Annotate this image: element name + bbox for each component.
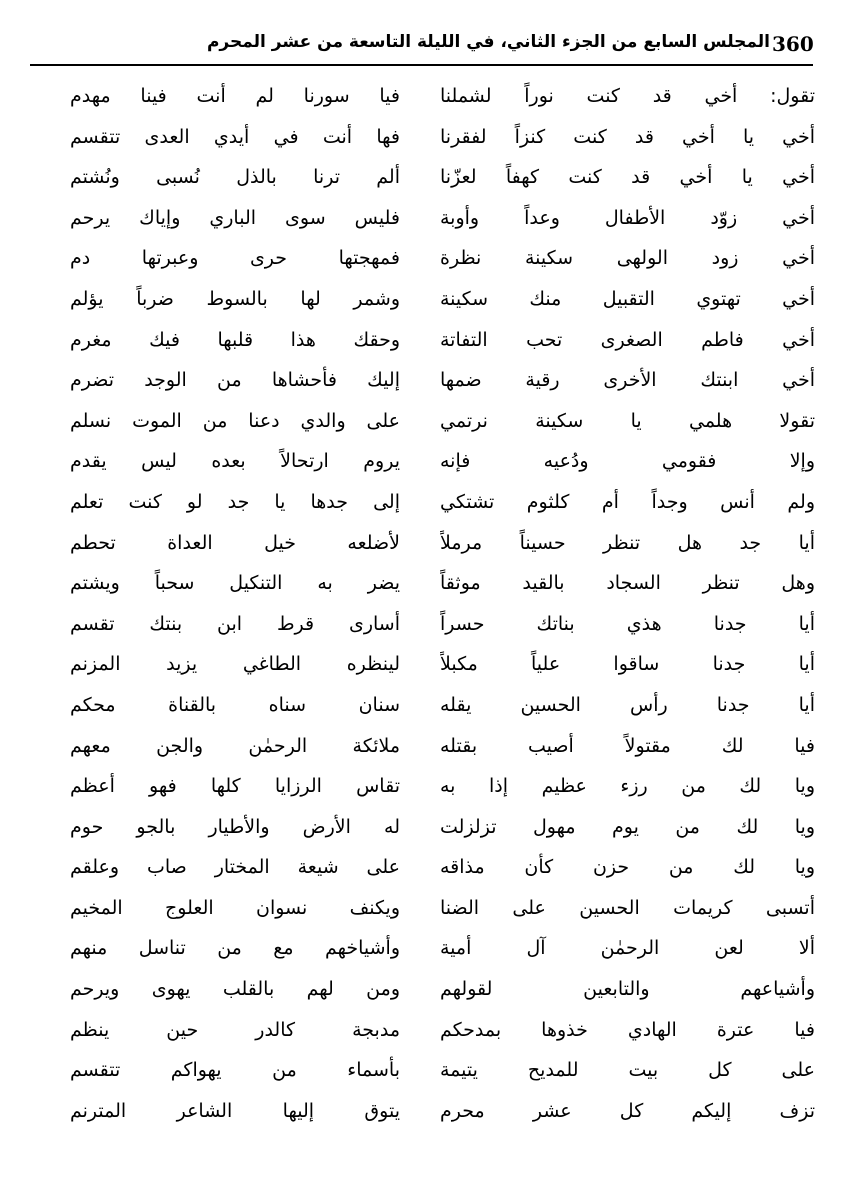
verse-second-hemistich: سنان سناه بالقناة محكم — [70, 693, 400, 716]
verse-first-hemistich: وأشياعهم والتابعين لقولهم — [440, 978, 815, 1001]
verse-first-hemistich: أخي زود الولهى سكينة نظرة — [440, 247, 815, 270]
verse-second-hemistich: ويكنف نسوان العلوج المخيم — [70, 896, 400, 919]
verse-first-hemistich: وهل تنظر السجاد بالقيد موثقاً — [440, 572, 815, 595]
verse-second-hemistich: أسارى قرط ابن بنتك تقسم — [70, 612, 400, 635]
verse-second-hemistich: ملائكة الرحمٰن والجن معهم — [70, 734, 400, 757]
verse-first-hemistich: أتسبى كريمات الحسين على الضنا — [440, 896, 815, 919]
verse-second-hemistich: تقاس الرزايا كلها فهو أعظم — [70, 775, 400, 798]
verse-second-hemistich: ألم ترنا بالذل نُسبى ونُشتم — [70, 166, 400, 189]
verse-second-hemistich: يتوق إليها الشاعر المترنم — [70, 1099, 400, 1122]
first-hemistich-column — [440, 76, 815, 1131]
verse-second-hemistich: يروم ارتحالاً بعده ليس يقدم — [70, 450, 400, 473]
verse-first-hemistich: أخي زوّد الأطفال وعداً وأوبة — [440, 206, 815, 229]
verse-second-hemistich: فليس سوى الباري وإياك يرحم — [70, 206, 400, 229]
second-hemistich-column — [70, 76, 400, 1131]
verse-first-hemistich: أيا جدنا هذي بناتك حسراً — [440, 612, 815, 635]
verse-second-hemistich: له الأرض والأطيار بالجو حوم — [70, 815, 400, 838]
verse-second-hemistich: فمهجتها حرى وعبرتها دم — [70, 247, 400, 270]
verse-first-hemistich: أيا جدنا ساقوا علياً مكبلاً — [440, 653, 815, 676]
verse-first-hemistich: ويا لك من حزن كأن مذاقه — [440, 856, 815, 879]
verse-first-hemistich: أخي تهتوي التقبيل منك سكينة — [440, 287, 815, 310]
verse-first-hemistich: أخي يا أخي قد كنت كنزاً لفقرنا — [440, 125, 815, 148]
verse-first-hemistich: أخي فاطم الصغرى تحب التفاتة — [440, 328, 815, 351]
verse-second-hemistich: على والدي دعنا من الموت نسلم — [70, 409, 400, 432]
verse-first-hemistich: ألا لعن الرحمٰن آل أمية — [440, 937, 815, 960]
verse-first-hemistich: تقولا هلمي يا سكينة نرتمي — [440, 409, 815, 432]
verse-first-hemistich: أيا جدنا رأس الحسين يقله — [440, 693, 815, 716]
verse-second-hemistich: وأشياخهم مع من تناسل منهم — [70, 937, 400, 960]
verse-first-hemistich: فيا عترة الهادي خذوها بمدحكم — [440, 1018, 815, 1041]
verse-second-hemistich: مدبجة كالدر حين ينظم — [70, 1018, 400, 1041]
running-title: المجلس السابع من الجزء الثاني، في الليلة التاسعة من عشر المحرم — [206, 32, 770, 52]
verse-first-hemistich: تقول: أخي قد كنت نوراً لشملنا — [440, 85, 815, 107]
page-number: 360 — [772, 32, 814, 56]
verse-second-hemistich: يضر به التنكيل سحباً ويشتم — [70, 572, 400, 595]
verse-first-hemistich: تزف إليكم كل عشر محرم — [440, 1099, 815, 1122]
header-rule — [30, 64, 813, 66]
verse-second-hemistich: وشمر لها بالسوط ضرباً يؤلم — [70, 287, 400, 310]
verse-first-hemistich: على كل بيت للمديح يتيمة — [440, 1059, 815, 1082]
verse-first-hemistich: ولم أنس وجداً أم كلثوم تشتكي — [440, 490, 815, 513]
verse-second-hemistich: إلى جدها يا جد لو كنت تعلم — [70, 490, 400, 513]
verse-second-hemistich: لينظره الطاغي يزيد المزنم — [70, 653, 400, 676]
verse-first-hemistich: وإلا فقومي ودُعيه فإنه — [440, 450, 815, 473]
verse-second-hemistich: ومن لهم بالقلب يهوى ويرحم — [70, 978, 400, 1001]
verse-first-hemistich: أخي يا أخي قد كنت كهفاً لعزّنا — [440, 166, 815, 189]
verse-second-hemistich: وحقك هذا قلبها فيك مغرم — [70, 328, 400, 351]
verse-second-hemistich: بأسماء من يهواكم تتقسم — [70, 1059, 400, 1082]
verse-first-hemistich: أيا جد هل تنظر حسيناً مرملاً — [440, 531, 815, 554]
verse-first-hemistich: فيا لك مقتولاً أصيب بقتله — [440, 734, 815, 757]
verse-second-hemistich: فيا سورنا لم أنت فينا مهدم — [70, 85, 400, 107]
page-header — [30, 30, 813, 62]
verse-second-hemistich: لأضلعه خيل العداة تحطم — [70, 531, 400, 554]
verse-first-hemistich: أخي ابنتك الأخرى رقية ضمها — [440, 369, 815, 392]
verse-second-hemistich: على شيعة المختار صاب وعلقم — [70, 856, 400, 879]
verse-second-hemistich: إليك فأحشاها من الوجد تضرم — [70, 369, 400, 392]
verse-second-hemistich: فها أنت في أيدي العدى تتقسم — [70, 125, 400, 148]
verse-first-hemistich: ويا لك من يوم مهول تزلزلت — [440, 815, 815, 838]
verse-first-hemistich: ويا لك من رزء عظيم إذا به — [440, 775, 815, 798]
